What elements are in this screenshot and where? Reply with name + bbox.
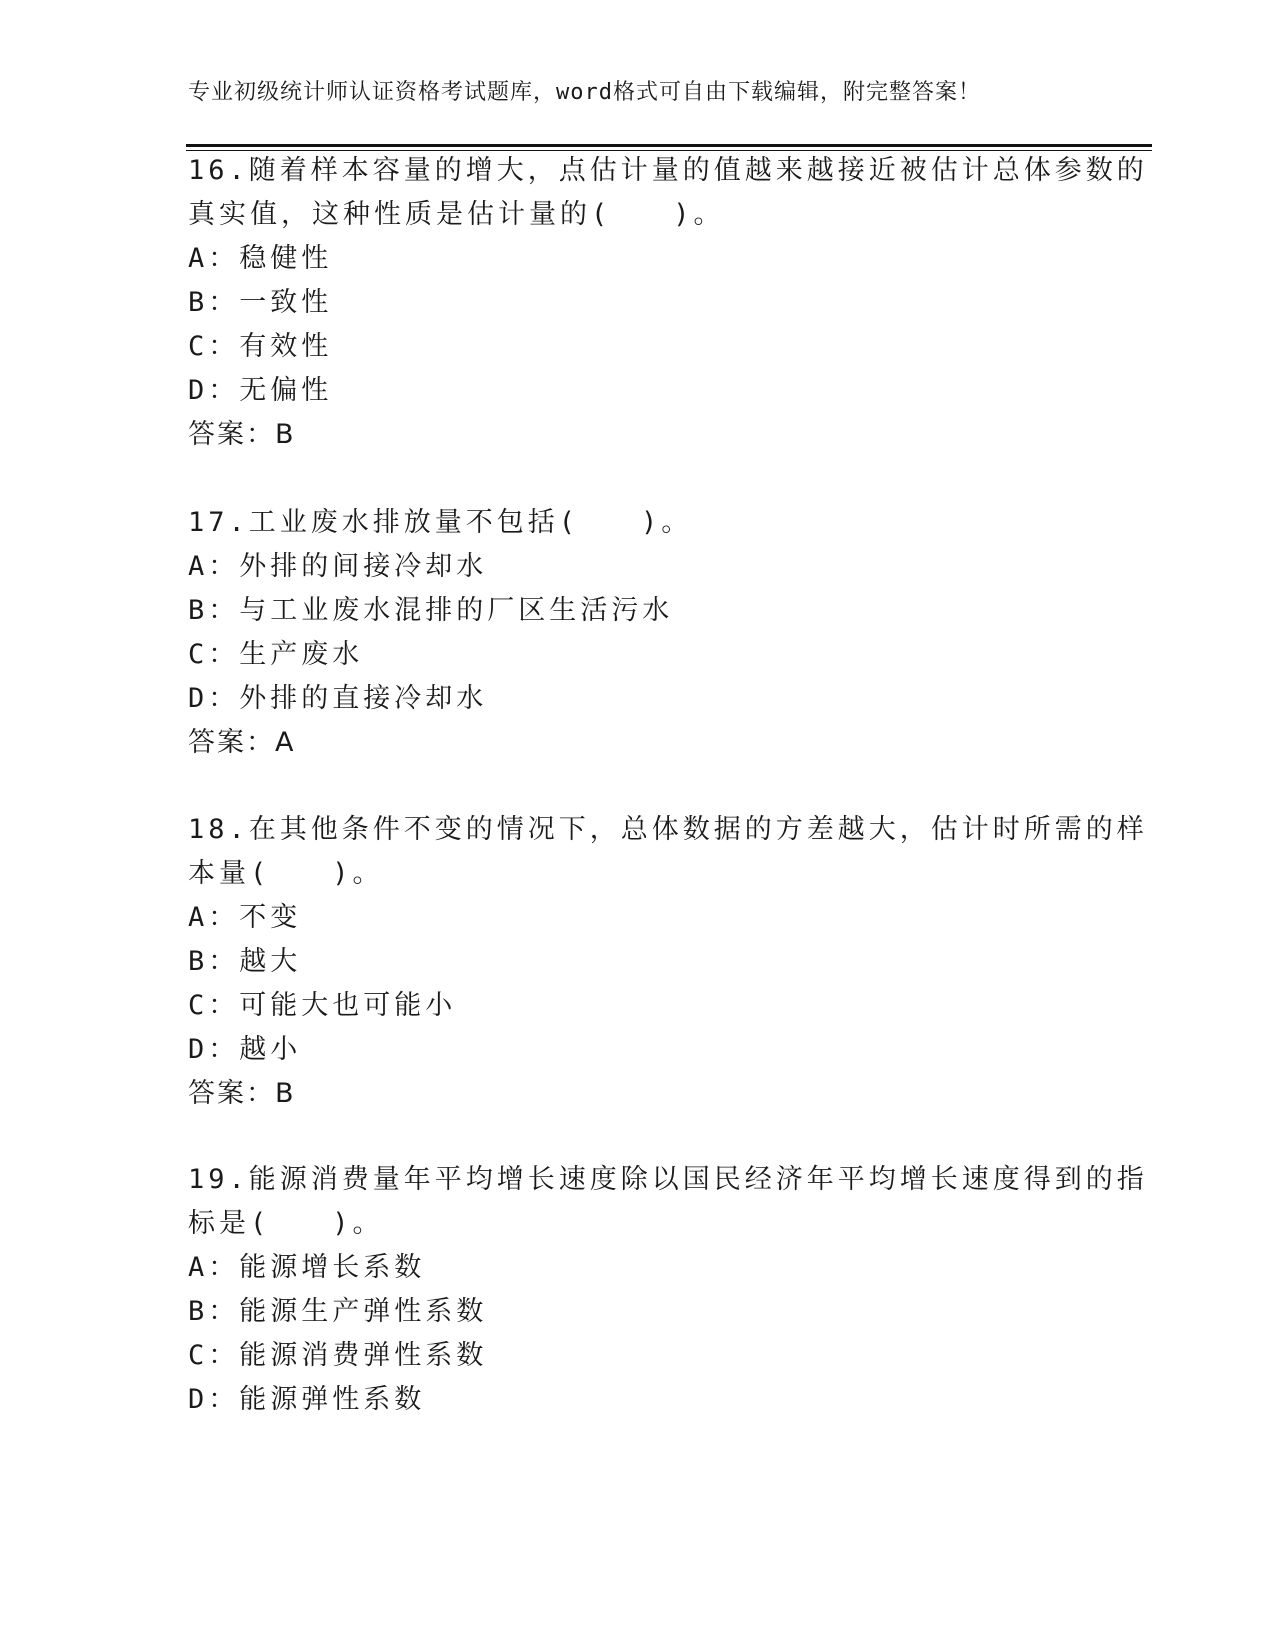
answer-line: 答案：B <box>188 1078 296 1109</box>
answer-line: 答案：A <box>188 727 296 758</box>
option-a: A：稳健性 <box>188 243 333 274</box>
option-b: B：一致性 <box>188 287 333 318</box>
option-c: C：生产废水 <box>188 639 364 670</box>
option-a: A：不变 <box>188 902 302 933</box>
question-stem-line: 16.随着样本容量的增大，点估计量的值越来越接近被估计总体参数的 <box>188 155 1148 186</box>
option-b: B：与工业废水混排的厂区生活污水 <box>188 595 674 626</box>
option-d: D：越小 <box>188 1034 302 1065</box>
question-stem-line: 真实值，这种性质是估计量的( )。 <box>188 199 725 230</box>
option-a: A：外排的间接冷却水 <box>188 551 488 582</box>
question-stem-line: 18.在其他条件不变的情况下，总体数据的方差越大，估计时所需的样 <box>188 814 1148 845</box>
option-c: C：能源消费弹性系数 <box>188 1340 488 1371</box>
question-stem-line: 19.能源消费量年平均增长速度除以国民经济年平均增长速度得到的指 <box>188 1164 1148 1195</box>
option-c: C：可能大也可能小 <box>188 990 457 1021</box>
option-b: B：越大 <box>188 946 302 977</box>
option-b: B：能源生产弹性系数 <box>188 1296 488 1327</box>
answer-line: 答案：B <box>188 419 296 450</box>
option-d: D：能源弹性系数 <box>188 1384 426 1415</box>
question-stem-line: 标是( )。 <box>188 1208 384 1239</box>
page-header: 专业初级统计师认证资格考试题库，word格式可自由下载编辑，附完整答案！ <box>188 80 981 105</box>
header-rule-thin <box>186 150 1152 151</box>
option-a: A：能源增长系数 <box>188 1252 426 1283</box>
header-rule-thick <box>186 144 1152 147</box>
option-d: D：无偏性 <box>188 375 333 406</box>
question-stem-line: 本量( )。 <box>188 858 384 889</box>
question-stem-line: 17.工业废水排放量不包括( )。 <box>188 507 693 538</box>
option-c: C：有效性 <box>188 331 333 362</box>
option-d: D：外排的直接冷却水 <box>188 683 488 714</box>
